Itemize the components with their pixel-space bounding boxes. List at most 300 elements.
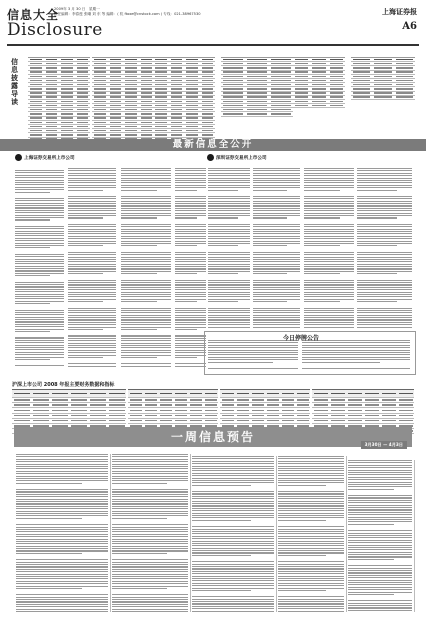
text-line — [253, 203, 300, 204]
cell-line — [252, 420, 264, 422]
text-line — [155, 92, 167, 93]
text-line — [348, 603, 412, 604]
cell-line — [109, 410, 125, 412]
text-line — [253, 170, 300, 171]
text-line — [15, 205, 64, 206]
text-line — [16, 464, 108, 465]
text-line — [278, 466, 344, 467]
text-line — [208, 296, 250, 297]
text-line — [278, 578, 344, 579]
text-line — [110, 105, 122, 106]
text-line — [192, 561, 274, 562]
text-line — [121, 292, 171, 293]
text-line — [175, 310, 206, 311]
cell-line — [109, 399, 125, 401]
text-line — [278, 541, 344, 542]
text-line — [112, 564, 188, 565]
text-line — [348, 580, 412, 581]
text-line — [202, 109, 214, 110]
text-line — [202, 67, 214, 68]
cell-line — [267, 420, 279, 422]
cell-line — [222, 410, 234, 412]
text-line — [125, 101, 137, 102]
text-line — [253, 198, 300, 199]
text-line — [278, 461, 344, 462]
text-line — [348, 568, 412, 569]
text-line — [121, 245, 157, 246]
text-line — [61, 76, 73, 77]
text-line — [155, 126, 167, 127]
text-line — [141, 96, 153, 97]
text-line — [15, 210, 64, 211]
text-line — [46, 105, 58, 106]
text-line — [192, 608, 274, 609]
text-line — [208, 224, 250, 225]
text-line — [396, 67, 413, 68]
text-line — [125, 134, 137, 135]
text-line — [15, 329, 64, 330]
text-line — [208, 208, 250, 209]
text-line — [357, 259, 412, 260]
text-line — [186, 88, 198, 89]
text-line — [374, 67, 391, 68]
text-line — [175, 217, 197, 218]
text-line — [202, 76, 214, 77]
text-line — [155, 122, 167, 123]
text-line — [330, 71, 343, 72]
text-line — [357, 312, 412, 313]
text-line — [348, 514, 412, 515]
text-line — [171, 117, 183, 118]
text-line — [208, 299, 250, 300]
text-line — [374, 80, 391, 81]
text-line — [208, 257, 250, 258]
text-line — [208, 217, 238, 218]
text-line — [94, 88, 106, 89]
text-line — [46, 67, 58, 68]
text-line — [253, 254, 300, 255]
text-line — [110, 122, 122, 123]
text-line — [77, 109, 89, 110]
text-line — [208, 231, 250, 232]
text-line — [253, 259, 300, 260]
text-line — [61, 63, 73, 64]
cell-line — [222, 415, 234, 417]
text-line — [186, 71, 198, 72]
text-line — [125, 92, 137, 93]
text-line — [192, 510, 274, 511]
text-line — [175, 243, 206, 244]
text-line — [312, 76, 325, 77]
text-line — [112, 476, 188, 477]
text-line — [121, 231, 171, 232]
text-line — [16, 515, 108, 516]
text-line — [304, 322, 354, 323]
text-line — [61, 134, 73, 135]
text-line — [112, 480, 188, 481]
text-line — [110, 109, 122, 110]
text-line — [304, 280, 354, 281]
text-line — [202, 71, 214, 72]
text-line — [247, 113, 267, 114]
text-line — [94, 63, 106, 64]
text-line — [192, 498, 274, 499]
text-line — [112, 468, 188, 469]
issue-date: 2009年 3 月 30 日 星期一 — [54, 7, 100, 11]
text-line — [247, 71, 267, 72]
text-line — [121, 355, 171, 356]
text-line — [186, 63, 198, 64]
text-line — [208, 273, 238, 274]
text-line — [295, 105, 308, 106]
text-line — [121, 208, 171, 209]
text-line — [15, 215, 64, 216]
text-line — [278, 561, 344, 562]
text-line — [278, 543, 344, 544]
text-line — [253, 308, 300, 309]
text-line — [171, 92, 183, 93]
text-line — [61, 122, 73, 123]
text-line — [175, 273, 197, 274]
text-line — [253, 210, 300, 211]
text-line — [15, 345, 64, 346]
text-line — [192, 601, 274, 602]
text-line — [68, 201, 116, 202]
text-line — [348, 537, 412, 538]
text-line — [112, 464, 188, 465]
cell-line — [314, 393, 328, 395]
cell-line — [267, 415, 279, 417]
text-line — [208, 213, 250, 214]
cell-line — [130, 399, 142, 401]
text-line — [68, 233, 116, 234]
text-line — [68, 284, 116, 285]
text-line — [121, 268, 171, 269]
text-line — [348, 556, 412, 557]
text-line — [15, 212, 64, 213]
text-line — [374, 59, 391, 60]
text-line — [271, 92, 291, 93]
text-line — [253, 252, 300, 253]
text-line — [68, 273, 103, 274]
text-line — [121, 243, 171, 244]
text-line — [68, 254, 116, 255]
text-line — [253, 296, 300, 297]
text-line — [247, 109, 267, 110]
text-line — [208, 178, 250, 179]
text-line — [15, 266, 64, 267]
text-line — [68, 271, 116, 272]
text-line — [175, 268, 206, 269]
text-line — [68, 352, 116, 353]
text-line — [121, 259, 171, 260]
text-line — [121, 213, 171, 214]
text-line — [46, 88, 58, 89]
text-line — [208, 254, 250, 255]
text-line — [348, 500, 412, 501]
text-line — [253, 233, 300, 234]
text-line — [192, 526, 274, 527]
text-line — [348, 565, 412, 566]
text-line — [175, 280, 206, 281]
cell-line — [297, 415, 309, 417]
cell-line — [109, 415, 125, 417]
text-line — [223, 71, 243, 72]
text-line — [121, 203, 171, 204]
text-line — [192, 578, 274, 579]
text-line — [330, 80, 343, 81]
text-line — [16, 606, 108, 607]
text-line — [278, 473, 344, 474]
text-line — [192, 458, 274, 459]
text-line — [16, 476, 108, 477]
text-line — [271, 76, 291, 77]
text-line — [112, 511, 188, 512]
text-line — [330, 92, 343, 93]
text-line — [348, 610, 412, 611]
text-line — [121, 340, 171, 341]
text-line — [171, 134, 183, 135]
text-line — [353, 76, 370, 77]
cell-line — [222, 420, 234, 422]
text-line — [357, 224, 412, 225]
cell-line — [52, 404, 68, 406]
text-line — [16, 599, 108, 600]
text-line — [208, 215, 250, 216]
text-line — [278, 456, 344, 457]
text-line — [247, 88, 267, 89]
text-column — [121, 168, 171, 368]
text-line — [175, 317, 206, 318]
text-line — [46, 109, 58, 110]
text-line — [16, 501, 108, 502]
text-line — [253, 217, 287, 218]
bullet-icon — [15, 154, 22, 161]
text-line — [357, 182, 412, 183]
text-line — [253, 241, 300, 242]
text-line — [15, 217, 64, 218]
text-line — [16, 461, 108, 462]
text-line — [208, 241, 250, 242]
text-line — [112, 576, 188, 577]
text-line — [202, 101, 214, 102]
text-line — [186, 109, 198, 110]
text-line — [15, 172, 64, 173]
text-line — [278, 580, 344, 581]
text-line — [94, 96, 106, 97]
text-line — [61, 113, 73, 114]
text-line — [171, 126, 183, 127]
text-line — [278, 550, 344, 551]
text-line — [253, 266, 300, 267]
text-line — [304, 324, 354, 325]
text-line — [125, 113, 137, 114]
text-line — [46, 117, 58, 118]
text-line — [348, 533, 412, 534]
text-line — [121, 345, 171, 346]
text-line — [208, 319, 250, 320]
text-line — [278, 533, 344, 534]
text-line — [304, 203, 354, 204]
text-line — [253, 289, 300, 290]
text-line — [68, 319, 116, 320]
text-line — [15, 207, 64, 208]
text-line — [348, 572, 412, 573]
text-line — [330, 59, 343, 60]
text-line — [304, 266, 354, 267]
text-line — [192, 503, 274, 504]
text-line — [353, 92, 370, 93]
text-line — [16, 511, 108, 512]
text-line — [304, 217, 340, 218]
text-line — [357, 217, 397, 218]
text-line — [357, 243, 412, 244]
text-line — [348, 462, 412, 463]
text-line — [208, 196, 250, 197]
text-line — [348, 509, 412, 510]
text-line — [186, 126, 198, 127]
text-line — [16, 566, 108, 567]
text-line — [16, 604, 108, 605]
text-line — [46, 113, 58, 114]
text-line — [121, 205, 171, 206]
text-line — [155, 96, 167, 97]
column-divider — [276, 456, 277, 612]
cell-line — [109, 393, 125, 395]
text-line — [357, 322, 412, 323]
text-line — [348, 502, 412, 503]
text-line — [16, 531, 108, 532]
cell-line — [33, 404, 49, 406]
cell-line — [190, 404, 202, 406]
text-line — [348, 535, 412, 536]
text-line — [175, 173, 206, 174]
text-line — [278, 478, 344, 479]
text-line — [186, 113, 198, 114]
text-line — [61, 67, 73, 68]
text-line — [253, 187, 300, 188]
text-line — [15, 359, 50, 360]
text-line — [68, 282, 116, 283]
text-line — [46, 80, 58, 81]
text-line — [61, 117, 73, 118]
text-line — [247, 76, 267, 77]
text-line — [16, 597, 108, 598]
text-line — [253, 271, 300, 272]
text-line — [171, 122, 183, 123]
text-line — [175, 343, 206, 344]
text-line — [304, 201, 354, 202]
text-line — [304, 233, 354, 234]
text-line — [192, 571, 274, 572]
text-line — [357, 175, 412, 176]
text-line — [68, 178, 116, 179]
text-line — [253, 322, 300, 323]
text-line — [77, 122, 89, 123]
text-line — [304, 254, 354, 255]
text-line — [94, 71, 106, 72]
text-line — [208, 315, 250, 316]
text-line — [202, 63, 214, 64]
text-line — [155, 84, 167, 85]
text-line — [357, 241, 412, 242]
cell-line — [71, 415, 87, 417]
text-line — [295, 63, 308, 64]
cell-line — [33, 410, 49, 412]
text-line — [278, 608, 344, 609]
text-line — [348, 479, 412, 480]
text-line — [278, 508, 344, 509]
text-line — [112, 466, 188, 467]
text-line — [192, 603, 274, 604]
text-line — [278, 573, 344, 574]
cell-line — [348, 399, 362, 401]
text-line — [175, 198, 206, 199]
text-column — [15, 170, 64, 368]
text-line — [68, 335, 116, 336]
text-line — [121, 180, 171, 181]
text-line — [357, 205, 412, 206]
text-line — [348, 530, 412, 531]
text-line — [192, 552, 274, 553]
text-line — [121, 168, 171, 169]
text-line — [77, 117, 89, 118]
cell-line — [365, 393, 379, 395]
text-line — [121, 226, 171, 227]
text-line — [186, 122, 198, 123]
text-line — [68, 357, 103, 358]
cell-line — [14, 399, 30, 401]
text-line — [155, 80, 167, 81]
text-line — [94, 109, 106, 110]
text-line — [202, 134, 214, 135]
text-line — [357, 226, 412, 227]
text-line — [253, 312, 300, 313]
text-line — [171, 67, 183, 68]
text-line — [16, 471, 108, 472]
text-line — [68, 229, 116, 230]
text-line — [110, 59, 122, 60]
cell-line — [52, 393, 68, 395]
section-title: 信息大全 — [7, 8, 60, 22]
text-line — [396, 96, 413, 97]
text-line — [357, 264, 412, 265]
text-line — [192, 466, 274, 467]
text-line — [348, 467, 412, 468]
text-line — [112, 594, 188, 595]
text-line — [15, 326, 64, 327]
text-line — [112, 527, 188, 528]
text-line — [357, 180, 412, 181]
cell-line — [252, 415, 264, 417]
text-line — [155, 59, 167, 60]
cell-line — [205, 393, 217, 395]
text-line — [357, 324, 412, 325]
text-line — [175, 233, 206, 234]
text-line — [68, 175, 116, 176]
text-line — [208, 259, 250, 260]
text-line — [202, 96, 214, 97]
text-line — [304, 292, 354, 293]
guide-table — [28, 57, 90, 150]
text-line — [121, 264, 171, 265]
text-line — [94, 92, 106, 93]
text-line — [202, 59, 214, 60]
text-line — [192, 541, 274, 542]
text-line — [278, 583, 344, 584]
text-line — [348, 549, 412, 550]
text-line — [61, 130, 73, 131]
